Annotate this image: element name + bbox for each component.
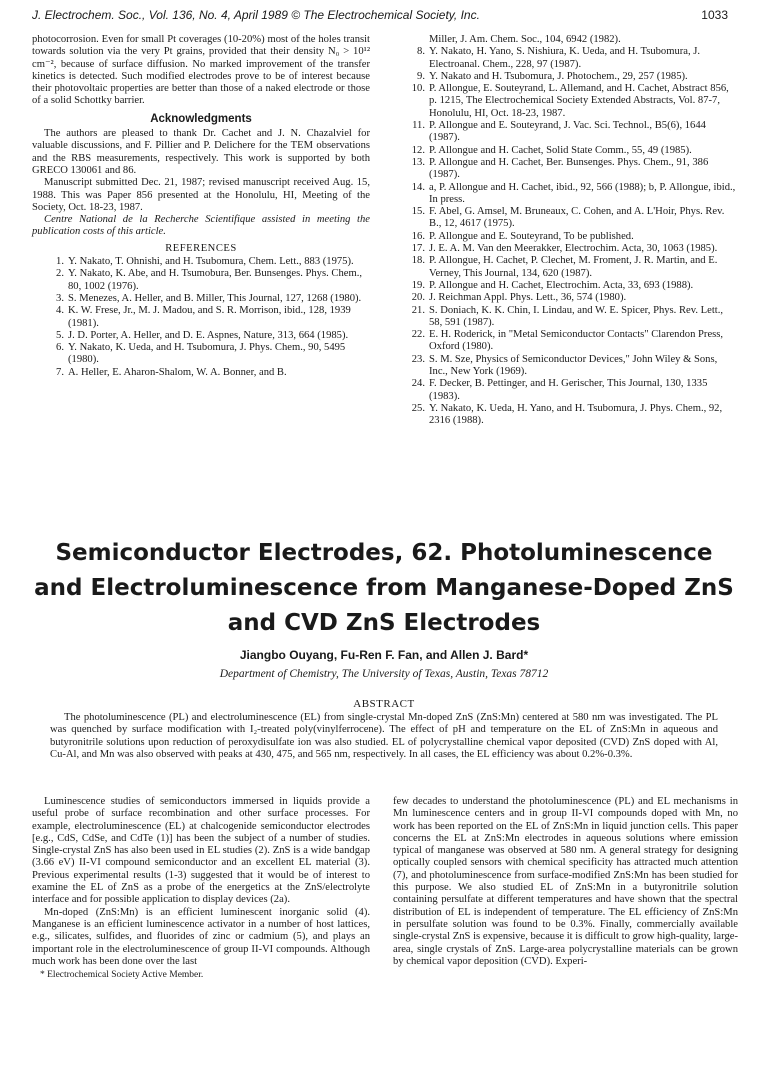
body-left-column [32,796,370,981]
reference-number: 24. [411,378,425,390]
reference-number: 20. [411,292,425,304]
reference-item [393,378,738,403]
reference-item [393,71,738,83]
reference-item [32,268,370,293]
reference-continuation: Miller, J. Am. Chem. Soc., 104, 6942 (1982). [429,34,621,45]
reference-text: P. Allongue, H. Cachet, P. Clechet, M. Froment, J. R. Martin, and E. Verney, This Journal, 134, 620 (1987). [429,255,718,279]
reference-number: 9. [417,70,425,82]
reference-number: 14. [411,181,425,193]
footnote: * Electrochemical Society Active Member. [40,970,204,981]
reference-item [393,280,738,292]
reference-number: 17. [411,243,425,255]
reference-item [393,157,738,182]
reference-text: A. Heller, E. Aharon-Shalom, W. A. Bonner, and B. [68,366,287,378]
reference-text: K. W. Frese, Jr., M. J. Madou, and S. R. Morrison, ibid., 128, 1939 (1981). [68,305,351,329]
reference-text: Y. Nakato, K. Ueda, H. Yano, and H. Tsubomura, J. Phys. Chem., 92, 2316 (1988). [429,402,723,427]
article-title: Semiconductor Electrodes, 62. Photoluminescence and Electroluminescence from Manganese-Doped ZnS and CVD ZnS Electrodes [34,540,734,636]
institution-note: Centre National de la Recherche Scientifique assisted in meeting the publication costs of this article. [32,214,370,238]
reference-list-left [32,256,370,379]
reference-text: J. Reichman Appl. Phys. Lett., 36, 574 (1980). [429,292,627,304]
reference-text: Y. Nakato, H. Yano, S. Nishiura, K. Ueda, and H. Tsubomura, J. Electroanal. Chem., 228, 97 (1987). [429,46,701,70]
reference-item [393,120,738,145]
reference-item [393,46,738,71]
reference-text: P. Allongue and H. Cachet, Solid State Comm., 55, 49 (1985). [429,144,692,156]
reference-item [393,145,738,157]
reference-item [393,255,738,280]
reference-item [32,367,370,379]
page-number: 1033 [701,8,728,22]
body-right-column [393,796,738,968]
reference-text: S. Menezes, A. Heller, and B. Miller, This Journal, 127, 1268 (1980). [68,292,362,304]
reference-item [393,182,738,207]
article-authors: Jiangbo Ouyang, Fu-Ren F. Fan, and Allen J. Bard* [239,648,529,662]
reference-item [32,330,370,342]
abstract [50,712,718,761]
body-paragraph-3: few decades to understand the photoluminescence (PL) and EL mechanisms in Mn luminescence centers and in group II-VI compounds doped with Mn, no work has been reported on the EL of ZnS:Mn in liquid junction cells. This paper concerns the EL at ZnS:Mn electrodes in aqueous solutions where emission typical of manganese was observed at 580 nm. A general strategy for designing optically coupled sensors with chemical specificity has attracted much attention (7), and photoluminescence from surface-modified ZnS:Mn has been studied for this purpose. We also studied EL of ZnS:Mn in a butyronitrile solution containing persulfate at different temperatures and have shown that the spectral distribution of EL is independent of temperature. The EL efficiency of ZnS:Mn in persulfate solution was found to be 0.3%. Finally, commercially available single-crystal ZnS is expensive, because it is difficult to grow high-quality, large-area, single crystals of ZnS. Large-area polycrystalline materials can be grown by chemical vapor deposition (CVD). Experi- [393,796,738,967]
reference-item [393,243,738,255]
reference-text: P. Allongue, E. Souteyrand, L. Allemand, and H. Cachet, Abstract 856, p. 1215, The Electrochemical Society Extended Abstracts, Vol. 87-7, Honolulu, HI, Oct. 18-23, 1987. [429,83,729,119]
reference-number: 15. [411,206,425,218]
reference-text: P. Allongue and H. Cachet, Ber. Bunsenges. Phys. Chem., 91, 386 (1987). [429,156,709,181]
reference-number: 13. [411,156,425,168]
reference-item [32,305,370,330]
reference-text: Y. Nakato, K. Ueda, and H. Tsubomura, J. Phys. Chem., 90, 5495 (1980). [68,342,346,366]
reference-number: 7. [56,366,64,378]
reference-number: 19. [411,279,425,291]
reference-item [393,403,738,428]
reference-text: a, P. Allongue and H. Cachet, ibid., 92, 566 (1988); b, P. Allongue, ibid., In press. [429,181,736,205]
reference-number: 18. [411,255,425,267]
article-affiliation: Department of Chemistry, The University of Texas, Austin, Texas 78712 [219,668,549,680]
reference-number: 12. [411,144,425,156]
reference-item [32,293,370,305]
references-heading: REFERENCES [165,242,237,254]
reference-text: P. Allongue and E. Souteyrand, J. Vac. Sci. Technol., B5(6), 1644 (1987). [429,120,706,144]
previous-article-text: photocorrosion. Even for small Pt coverages (10-20%) most of the holes transit towards solution via the very Pt grains, provided that their density N₀ > 10¹² cm⁻², because of surface diffusion. No marked improvement of the transfer kinetics is detected. Such modified electrodes prove to be of interest because their photovoltaic properties are better than those of a naked electrode or those of a solid Schottky barrier. [32,34,370,107]
submission-note: Manuscript submitted Dec. 21, 1987; revised manuscript received Aug. 15, 1988. This was Paper 856 presented at the Honolulu, HI, Meeting of the Society, Oct. 18-23, 1987. [32,177,370,213]
reference-item [393,206,738,231]
abstract-text: The photoluminescence (PL) and electroluminescence (EL) from single-crystal Mn-doped ZnS (ZnS:Mn) centered at 580 nm was investigated. The PL was quenched by surface modification with I₂-treated poly(vinylferrocene). The effect of pH and temperature on the EL of ZnS:Mn in aqueous and butyronitrile solutions upon reduction of peroxydisulfate ion was also studied. EL of polycrystalline chemical vapor deposited (CVD) ZnS doped with Al, Cu-Al, and Mn was also observed with peaks at 430, 475, and 565 nm, respectively. In all cases, the EL efficiency was about 0.2%-0.3%. [50,712,718,760]
reference-text: Y. Nakato, K. Abe, and H. Tsumobura, Ber. Bunsenges. Phys. Chem., 80, 1002 (1976). [68,268,363,292]
reference-item [32,256,370,268]
reference-text: E. H. Roderick, in "Metal Semiconductor Contacts" Clarendon Press, Oxford (1980). [429,329,724,353]
reference-text: F. Decker, B. Pettinger, and H. Gerischer, This Journal, 130, 1335 (1983). [429,378,708,402]
reference-item [393,231,738,243]
reference-item [393,292,738,304]
reference-text: F. Abel, G. Amsel, M. Bruneaux, C. Cohen, and A. L'Hoir, Phys. Rev. B., 12, 4617 (1975). [429,206,725,230]
previous-article-right-column [393,34,738,428]
reference-item [32,342,370,367]
reference-number: 16. [411,230,425,242]
reference-item [393,354,738,379]
previous-article-left-column [32,34,370,379]
journal-citation: J. Electrochem. Soc., Vol. 136, No. 4, April 1989 © The Electrochemical Society, Inc. [32,8,480,22]
abstract-heading: ABSTRACT [353,698,415,710]
reference-item [393,305,738,330]
reference-number: 6. [56,342,64,354]
reference-number: 22. [411,329,425,341]
reference-item [393,329,738,354]
reference-list-right [393,46,738,427]
reference-text: Y. Nakato, T. Ohnishi, and H. Tsubomura, Chem. Lett., 883 (1975). [68,256,354,268]
running-header [32,8,728,24]
reference-number: 23. [411,353,425,365]
reference-number: 3. [56,292,64,304]
reference-text: J. D. Porter, A. Heller, and D. E. Aspnes, Nature, 313, 664 (1985). [68,329,349,341]
body-paragraph-1: Luminescence studies of semiconductors immersed in liquids provide a useful probe of surface recombination and other surface processes. For example, electroluminescence (EL) at chalcogenide semiconductor electrodes [e.g., CdS, CdSe, and CdTe (1)] has been the subject of a number of studies. Single-crystal ZnS has also been used in EL studies (2). ZnS is a wide bandgap (3.66 eV) II-VI compound semiconductor and an excellent EL material (3). Previous experimental results (1-3) suggested that it would be of interest to examine the EL of ZnS as a probe of the energetics at the ZnS/electrolyte interface and for possible application to display devices (2a). [32,796,370,906]
reference-number: 25. [411,402,425,414]
reference-text: P. Allongue and E. Souteyrand, To be published. [429,230,634,242]
acknowledgments-heading: Acknowledgments [150,112,252,125]
body-paragraph-2: Mn-doped (ZnS:Mn) is an efficient luminescent inorganic solid (4). Manganese is an efficient luminescence activator in a number of host lattices, e.g., silicates, sulfides, and fluorides of zinc or cadmium (5), and plays an important role in the electroluminescence of group II-VI compounds. Although much work has been done over the last [32,906,370,967]
reference-number: 1. [56,256,64,268]
reference-number: 8. [417,46,425,58]
reference-number: 10. [411,83,425,95]
reference-text: S. Doniach, K. K. Chin, I. Lindau, and W. E. Spicer, Phys. Rev. Lett., 58, 591 (1987). [429,304,724,328]
reference-text: J. E. A. M. Van den Meerakker, Electrochim. Acta, 30, 1063 (1985). [429,243,718,255]
reference-text: Y. Nakato and H. Tsubomura, J. Photochem., 29, 257 (1985). [429,70,688,82]
reference-number: 5. [56,329,64,341]
reference-item [393,83,738,120]
reference-number: 4. [56,305,64,317]
reference-text: S. M. Sze, Physics of Semiconductor Devices," John Wiley & Sons, Inc., New York (1969). [429,353,718,378]
reference-number: 11. [412,120,425,132]
reference-text: P. Allongue and H. Cachet, Electrochim. Acta, 33, 693 (1988). [429,279,694,291]
acknowledgments-text: The authors are pleased to thank Dr. Cachet and J. N. Chazalviel for valuable discussions, and F. Pillier and P. Delichere for the TEM observations and the RBS measurements, respectively. This work is supported by both GRECO 130061 and 86. [32,128,370,176]
reference-number: 21. [411,304,425,316]
reference-number: 2. [56,268,64,280]
